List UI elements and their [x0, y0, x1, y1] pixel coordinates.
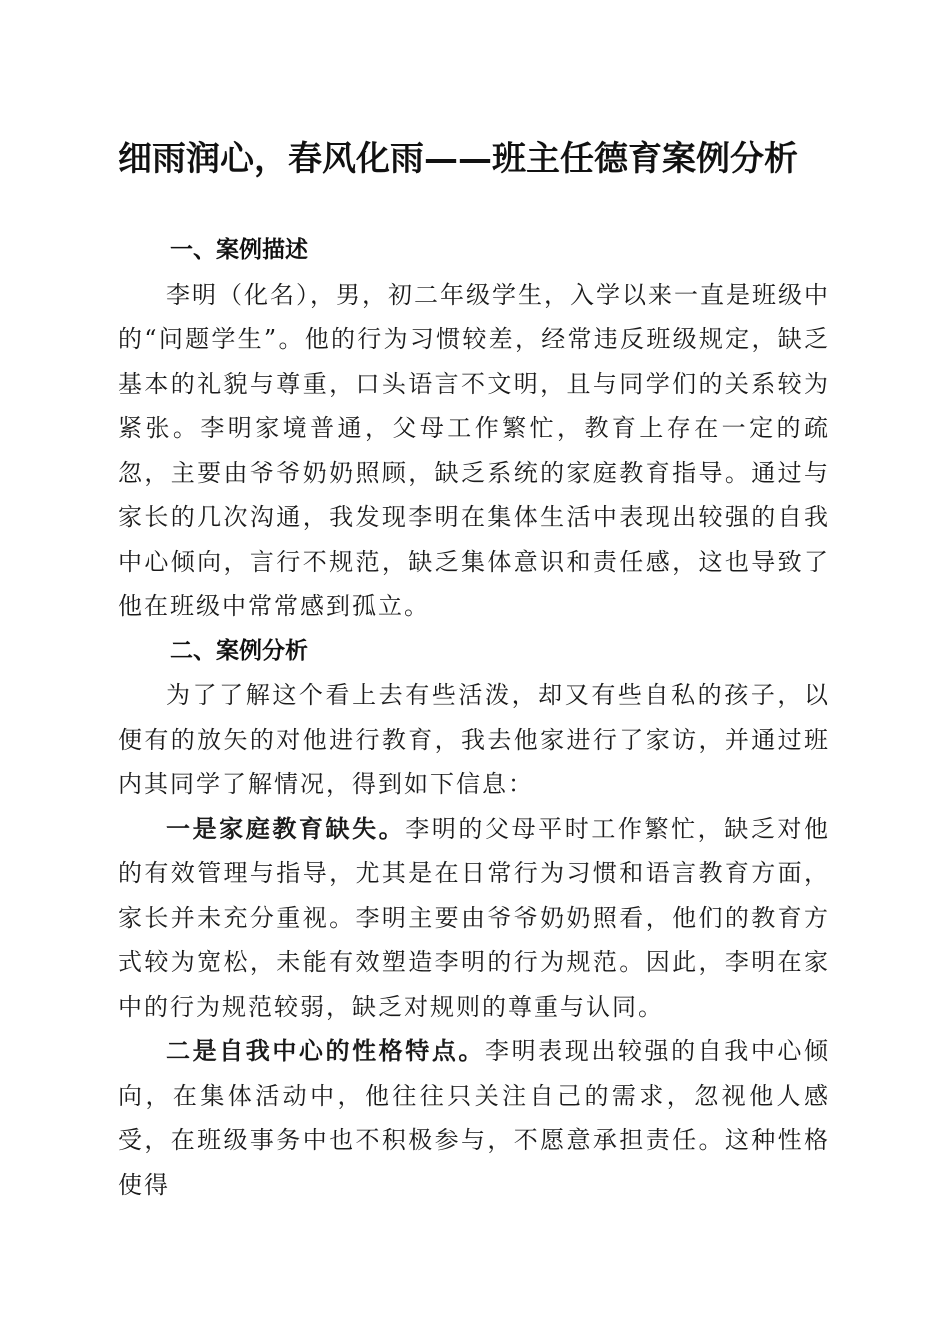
document-title: 细雨润心，春风化雨——班主任德育案例分析 [118, 139, 798, 179]
paragraph-text: 李明（化名），男，初二年级学生，入学以来一直是班级中的“问题学生”。他的行为习惯较差，经常违反班级规定，缺乏基本的礼貌与尊重，口头语言不文明，且与同学们的关系较为紧张。李明家境普通，父母工作繁忙，教育上存在一定的疏忽，主要由爷爷奶奶照顾，缺乏系统的家庭教育指导。通过与家长的几次沟通，我发现李明在集体生活中表现出较强的自我中心倾向，言行不规范，缺乏集体意识和责任感，这也导致了他在班级中常常感到孤立。 [118, 280, 830, 620]
section-heading: 一、案例描述 [170, 237, 308, 263]
paragraph-text: 李明表现出较强的自我中心倾向，在集体活动中，他往往只关注自己的需求，忽视他人感受，在班级事务中也不积极参与，不愿意承担责任。这种性格使得 [118, 1037, 830, 1199]
paragraph-text: 为了了解这个看上去有些活泼，却又有些自私的孩子，以便有的放矢的对他进行教育，我去他家进行了家访，并通过班内其同学了解情况，得到如下信息： [118, 681, 830, 798]
paragraph [118, 1029, 830, 1207]
paragraph [118, 807, 830, 1030]
paragraph [118, 673, 830, 807]
section-heading: 二、案例分析 [170, 637, 308, 664]
section-case-description [118, 228, 830, 629]
paragraph [118, 273, 830, 629]
paragraph-lead: 二是自我中心的性格特点。 [166, 1036, 485, 1065]
paragraph-text: 李明的父母平时工作繁忙，缺乏对他的有效管理与指导，尤其是在日常行为习惯和语言教育方面，家长并未充分重视。李明主要由爷爷奶奶照看，他们的教育方式较为宽松，未能有效塑造李明的行为规范。因此，李明在家中的行为规范较弱，缺乏对规则的尊重与认同。 [118, 814, 830, 1021]
paragraph-lead: 一是家庭教育缺失。 [166, 813, 406, 843]
section-case-analysis [118, 629, 830, 1208]
document-body [118, 228, 830, 1207]
